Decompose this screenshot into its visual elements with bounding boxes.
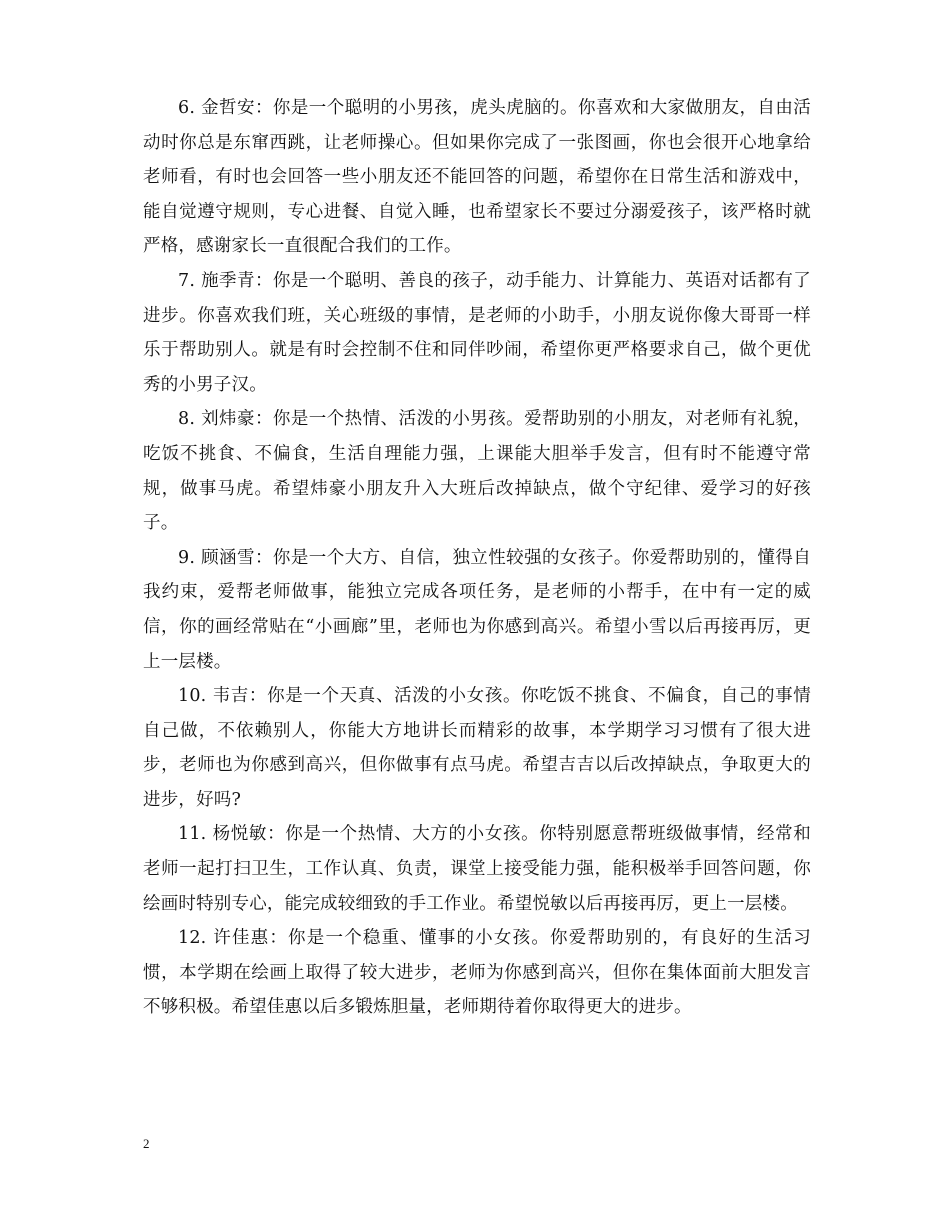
comment-paragraph-6: 6. 金哲安：你是一个聪明的小男孩，虎头虎脑的。你喜欢和大家做朋友，自由活动时你总是东窜西跳，让老师操心。但如果你完成了一张图画，你也会很开心地拿给老师看，有时也会回答一些小朋友还不能回答的问题，希望你在日常生活和游戏中，能自觉遵守规则，专心进餐、自觉入睡，也希望家长不要过分溺爱孩子，该严格时就严格，感谢家长一直很配合我们的工作。 [143, 98, 811, 257]
comment-paragraph-10: 10. 韦吉：你是一个天真、活泼的小女孩。你吃饭不挑食、不偏食，自己的事情自己做，不依赖别人，你能大方地讲长而精彩的故事，本学期学习习惯有了很大进步，老师也为你感到高兴，但你做事有点马虎。希望吉吉以后改掉缺点，争取更大的进步，好吗? [143, 686, 811, 810]
comment-paragraph-9: 9. 顾涵雪：你是一个大方、自信，独立性较强的女孩子。你爱帮助别的，懂得自我约束，爱帮老师做事，能独立完成各项任务，是老师的小帮手，在中有一定的威信，你的画经常贴在“小画廊”里，老师也为你感到高兴。希望小雪以后再接再厉，更上一层楼。 [143, 547, 811, 672]
comment-paragraph-11: 11. 杨悦敏：你是一个热情、大方的小女孩。你特别愿意帮班级做事情，经常和老师一起打扫卫生，工作认真、负责，课堂上接受能力强，能积极举手回答问题，你绘画时特别专心，能完成较细致的手工作业。希望悦敏以后再接再厉，更上一层楼。 [143, 824, 811, 914]
comment-paragraph-7: 7. 施季青：你是一个聪明、善良的孩子，动手能力、计算能力、英语对话都有了进步。你喜欢我们班，关心班级的事情，是老师的小助手，小朋友说你像大哥哥一样乐于帮助别人。就是有时会控制不住和同伴吵闹，希望你更严格要求自己，做个更优秀的小男子汉。 [143, 270, 811, 395]
comment-paragraph-12: 12. 许佳惠：你是一个稳重、懂事的小女孩。你爱帮助别的，有良好的生活习惯，本学期在绘画上取得了较大进步，老师为你感到高兴，但你在集体面前大胆发言不够积极。希望佳惠以后多锻炼胆量，老师期待着你取得更大的进步。 [143, 928, 811, 1018]
document-body [143, 91, 811, 1025]
comment-paragraph-8: 8. 刘炜豪：你是一个热情、活泼的小男孩。爱帮助别的小朋友，对老师有礼貌，吃饭不挑食、不偏食，生活自理能力强，上课能大胆举手发言，但有时不能遵守常规，做事马虎。希望炜豪小朋友升入大班后改掉缺点，做个守纪律、爱学习的好孩子。 [143, 409, 811, 534]
page-number: 2 [143, 1136, 150, 1151]
